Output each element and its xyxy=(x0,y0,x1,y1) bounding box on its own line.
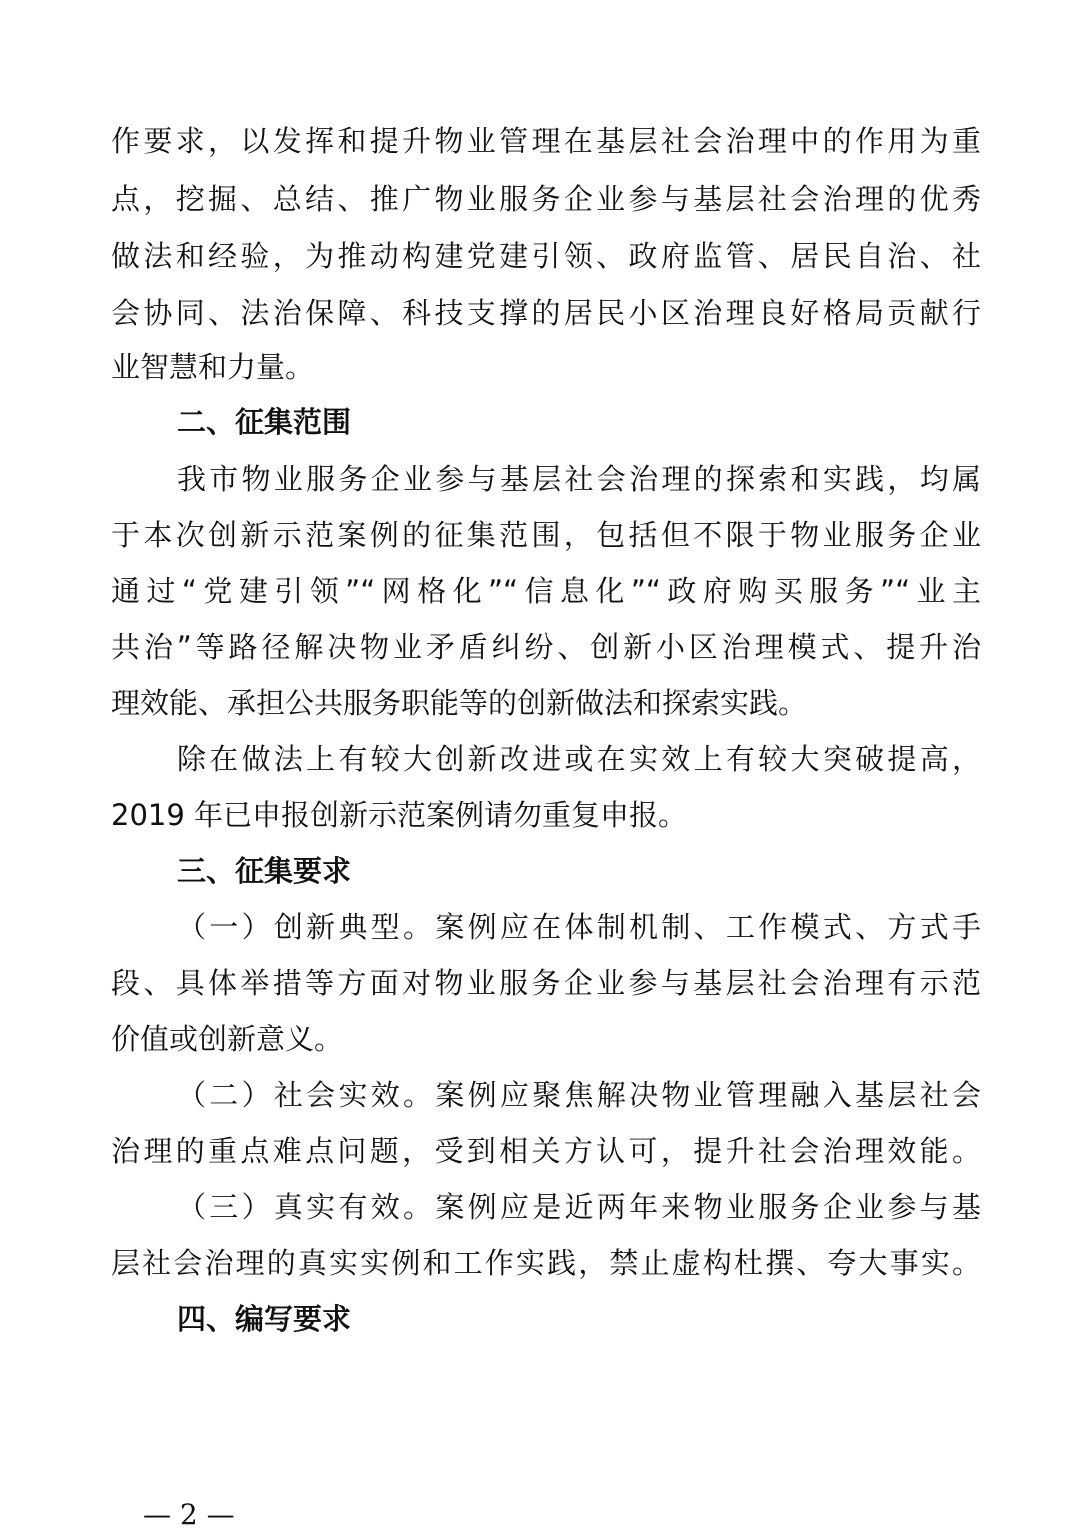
page-number: — 2 — xyxy=(143,1498,235,1531)
paragraph-line: 价值或创新意义。 xyxy=(111,1022,344,1056)
paragraph-line: （三）真实有效。案例应是近两年来物业服务企业参与基 xyxy=(177,1190,981,1224)
section-heading-4: 四、编写要求 xyxy=(177,1302,352,1336)
paragraph-line: 业智慧和力量。 xyxy=(111,350,315,384)
paragraph-line: 点，挖掘、总结、推广物业服务企业参与基层社会治理的优秀 xyxy=(111,182,981,216)
paragraph-line: 共治”等路径解决物业矛盾纠纷、创新小区治理模式、提升治 xyxy=(111,630,981,664)
paragraph-line: 作要求，以发挥和提升物业管理在基层社会治理中的作用为重 xyxy=(111,124,981,158)
paragraph-line: 做法和经验，为推动构建党建引领、政府监管、居民自治、社 xyxy=(111,239,981,273)
paragraph-line: （一）创新典型。案例应在体制机制、工作模式、方式手 xyxy=(177,910,981,944)
paragraph-line: 我市物业服务企业参与基层社会治理的探索和实践，均属 xyxy=(177,462,981,496)
section-heading-3: 三、征集要求 xyxy=(177,854,352,888)
paragraph-line: 会协同、法治保障、科技支撑的居民小区治理良好格局贡献行 xyxy=(111,296,981,330)
section-heading-2: 二、征集范围 xyxy=(177,405,352,439)
paragraph-line: （二）社会实效。案例应聚焦解决物业管理融入基层社会 xyxy=(177,1078,981,1112)
paragraph-line: 除在做法上有较大创新改进或在实效上有较大突破提高， xyxy=(177,742,981,776)
paragraph-line: 层社会治理的真实实例和工作实践，禁止虚构杜撰、夸大事实。 xyxy=(111,1246,981,1280)
paragraph-line: 理效能、承担公共服务职能等的创新做法和探索实践。 xyxy=(111,686,808,720)
paragraph-line: 通过“党建引领”“网格化”“信息化”“政府购买服务”“业主 xyxy=(111,574,981,608)
paragraph-line: 2019 年已申报创新示范案例请勿重复申报。 xyxy=(111,798,688,832)
paragraph-line: 治理的重点难点问题，受到相关方认可，提升社会治理效能。 xyxy=(111,1134,981,1168)
paragraph-line: 段、具体举措等方面对物业服务企业参与基层社会治理有示范 xyxy=(111,966,981,1000)
paragraph-line: 于本次创新示范案例的征集范围，包括但不限于物业服务企业 xyxy=(111,518,981,552)
